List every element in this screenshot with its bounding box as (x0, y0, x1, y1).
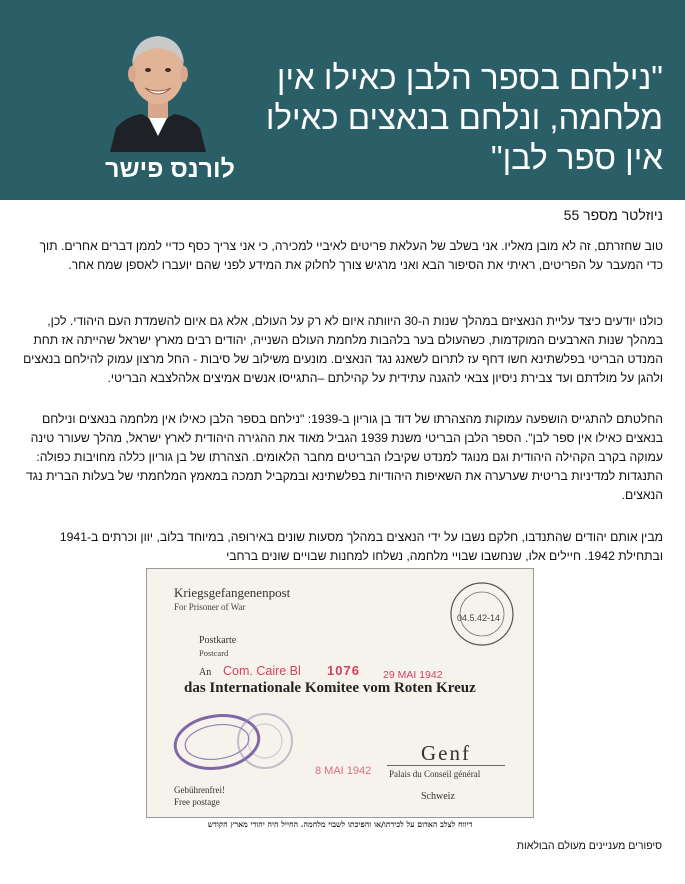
city-underline (387, 765, 505, 766)
stamp-date: 29 MAI 1942 (383, 669, 443, 681)
fee-en: Free postage (174, 797, 220, 807)
recipient-name: das Internationale Komitee vom Roten Kreuz (184, 680, 476, 696)
stamp-com-caire: Com. Caire Bl (223, 664, 301, 678)
paragraph-4: מבין אותם יהודים שהתנדבו, חלקם נשבו על ידי הנאצים במהלך מסעות שונים באירופה, במיוחד בלוב, יוון וכרתים ב-1941 ובתחילת 1942. חיילים אלו, שנחשבו שבויי מלחמה, נשלחו למחנות שבויים שונים ברחבי (59, 530, 663, 563)
fee-de: Gebührenfrei! (174, 785, 225, 795)
page-title: "נילחם בספר הלבן כאילו אין מלחמה, ונלחם בנאצים כאילו אין ספר לבן" (265, 59, 663, 176)
postcard-image (146, 568, 534, 818)
author-photo (108, 24, 208, 152)
paragraph-3: החלטתם להתגייס הושפעה עמוקות מהצהרתו של דוד בן גוריון ב-1939: "נילחם בספר הלבן כאילו אין מלחמה בנאצים ונילחם בנאצים כאילו אין ספר לבן". הספר הלבן הבריטי משנת 1939 הגביל מאוד את ההגירה היהודית לארץ ישראל, מהלך שעורר טינה עמוקה בקרב הקהילה היהודית וגם מנוגד למנדט שקיבלו הבריטים מחבר הלאומים. הצהרתו של בן גוריון כללה מחויבות כפולה: התנגדות למדיניות בריטית שערערה את השאיפות היהודיות בפלשתינא ובמקביל תמכה במאמץ המלחמתי של בעלות הברית נגד הנאצים. (26, 412, 663, 502)
newsletter-number: ניוזלטר מספר 55 (563, 207, 663, 223)
postmark-date: 04.5.42-14 (457, 613, 501, 623)
address-an-label: An (199, 667, 212, 678)
faded-stamp-icon (233, 709, 297, 773)
city-name: Genf (421, 741, 471, 765)
footer-note: סיפורים מעניינים מעולם הבולאות (516, 840, 662, 852)
postcard-header-en: For Prisoner of War (174, 602, 246, 612)
header-banner (0, 0, 685, 200)
paragraph-1: טוב שחזרתם, זה לא מובן מאליו. אני בשלב של העלאת פריטים לאיביי למכירה, כי אני צריך כסף כדיי לממן דברים אחרים. תוך כדי המעבר על הפריטים, ראיתי את הסיפור הבא ואני מרגיש צורך לחלוק את המידע לפני שהם יועברו לאספן שמח אחר. (39, 239, 663, 272)
postcard-header-de: Kriegsgefangenenpost (174, 585, 291, 600)
postcard-type-en: Postcard (199, 648, 229, 658)
image-caption: דיווח לצלב האדום על לכידתו/או והפיכתו לשבוי מלחמה. החייל היה יהודי מארץ הקודש (207, 820, 473, 829)
author-name: לורנס פישר (105, 155, 235, 183)
building-name: Palais du Conseil général (389, 769, 481, 779)
country-name: Schweiz (421, 791, 455, 802)
stamp-number: 1076 (327, 663, 360, 678)
paragraph-2: כולנו יודעים כיצד עליית הנאציזם במהלך שנות ה-30 היוותה איום לא רק על העולם, אלא גם איום להשמדת העם היהודי. לכן, במהלך שנות הארבעים המוקדמות, כשהעולם בער בלהבות מלחמת העולם השנייה, יהודים רבים מארץ ישראל שהייתה אז תחת המנדט הבריטי בפלשתינא חשו דחף עז לתרום לשאנג נגד הנאצים. מונעים משילוב של סיבות - החל מרצון עמוק להילחם בנאצים ולהגן על מולדתם ועד צבירת ניסיון צבאי להגנה עתידית על קהילתם –התגייסו אנשים אמיצים אלהלצבא הבריטי. (23, 314, 663, 385)
lower-stamp-date: 8 MAI 1942 (315, 765, 372, 777)
postcard-type-de: Postkarte (199, 635, 237, 646)
